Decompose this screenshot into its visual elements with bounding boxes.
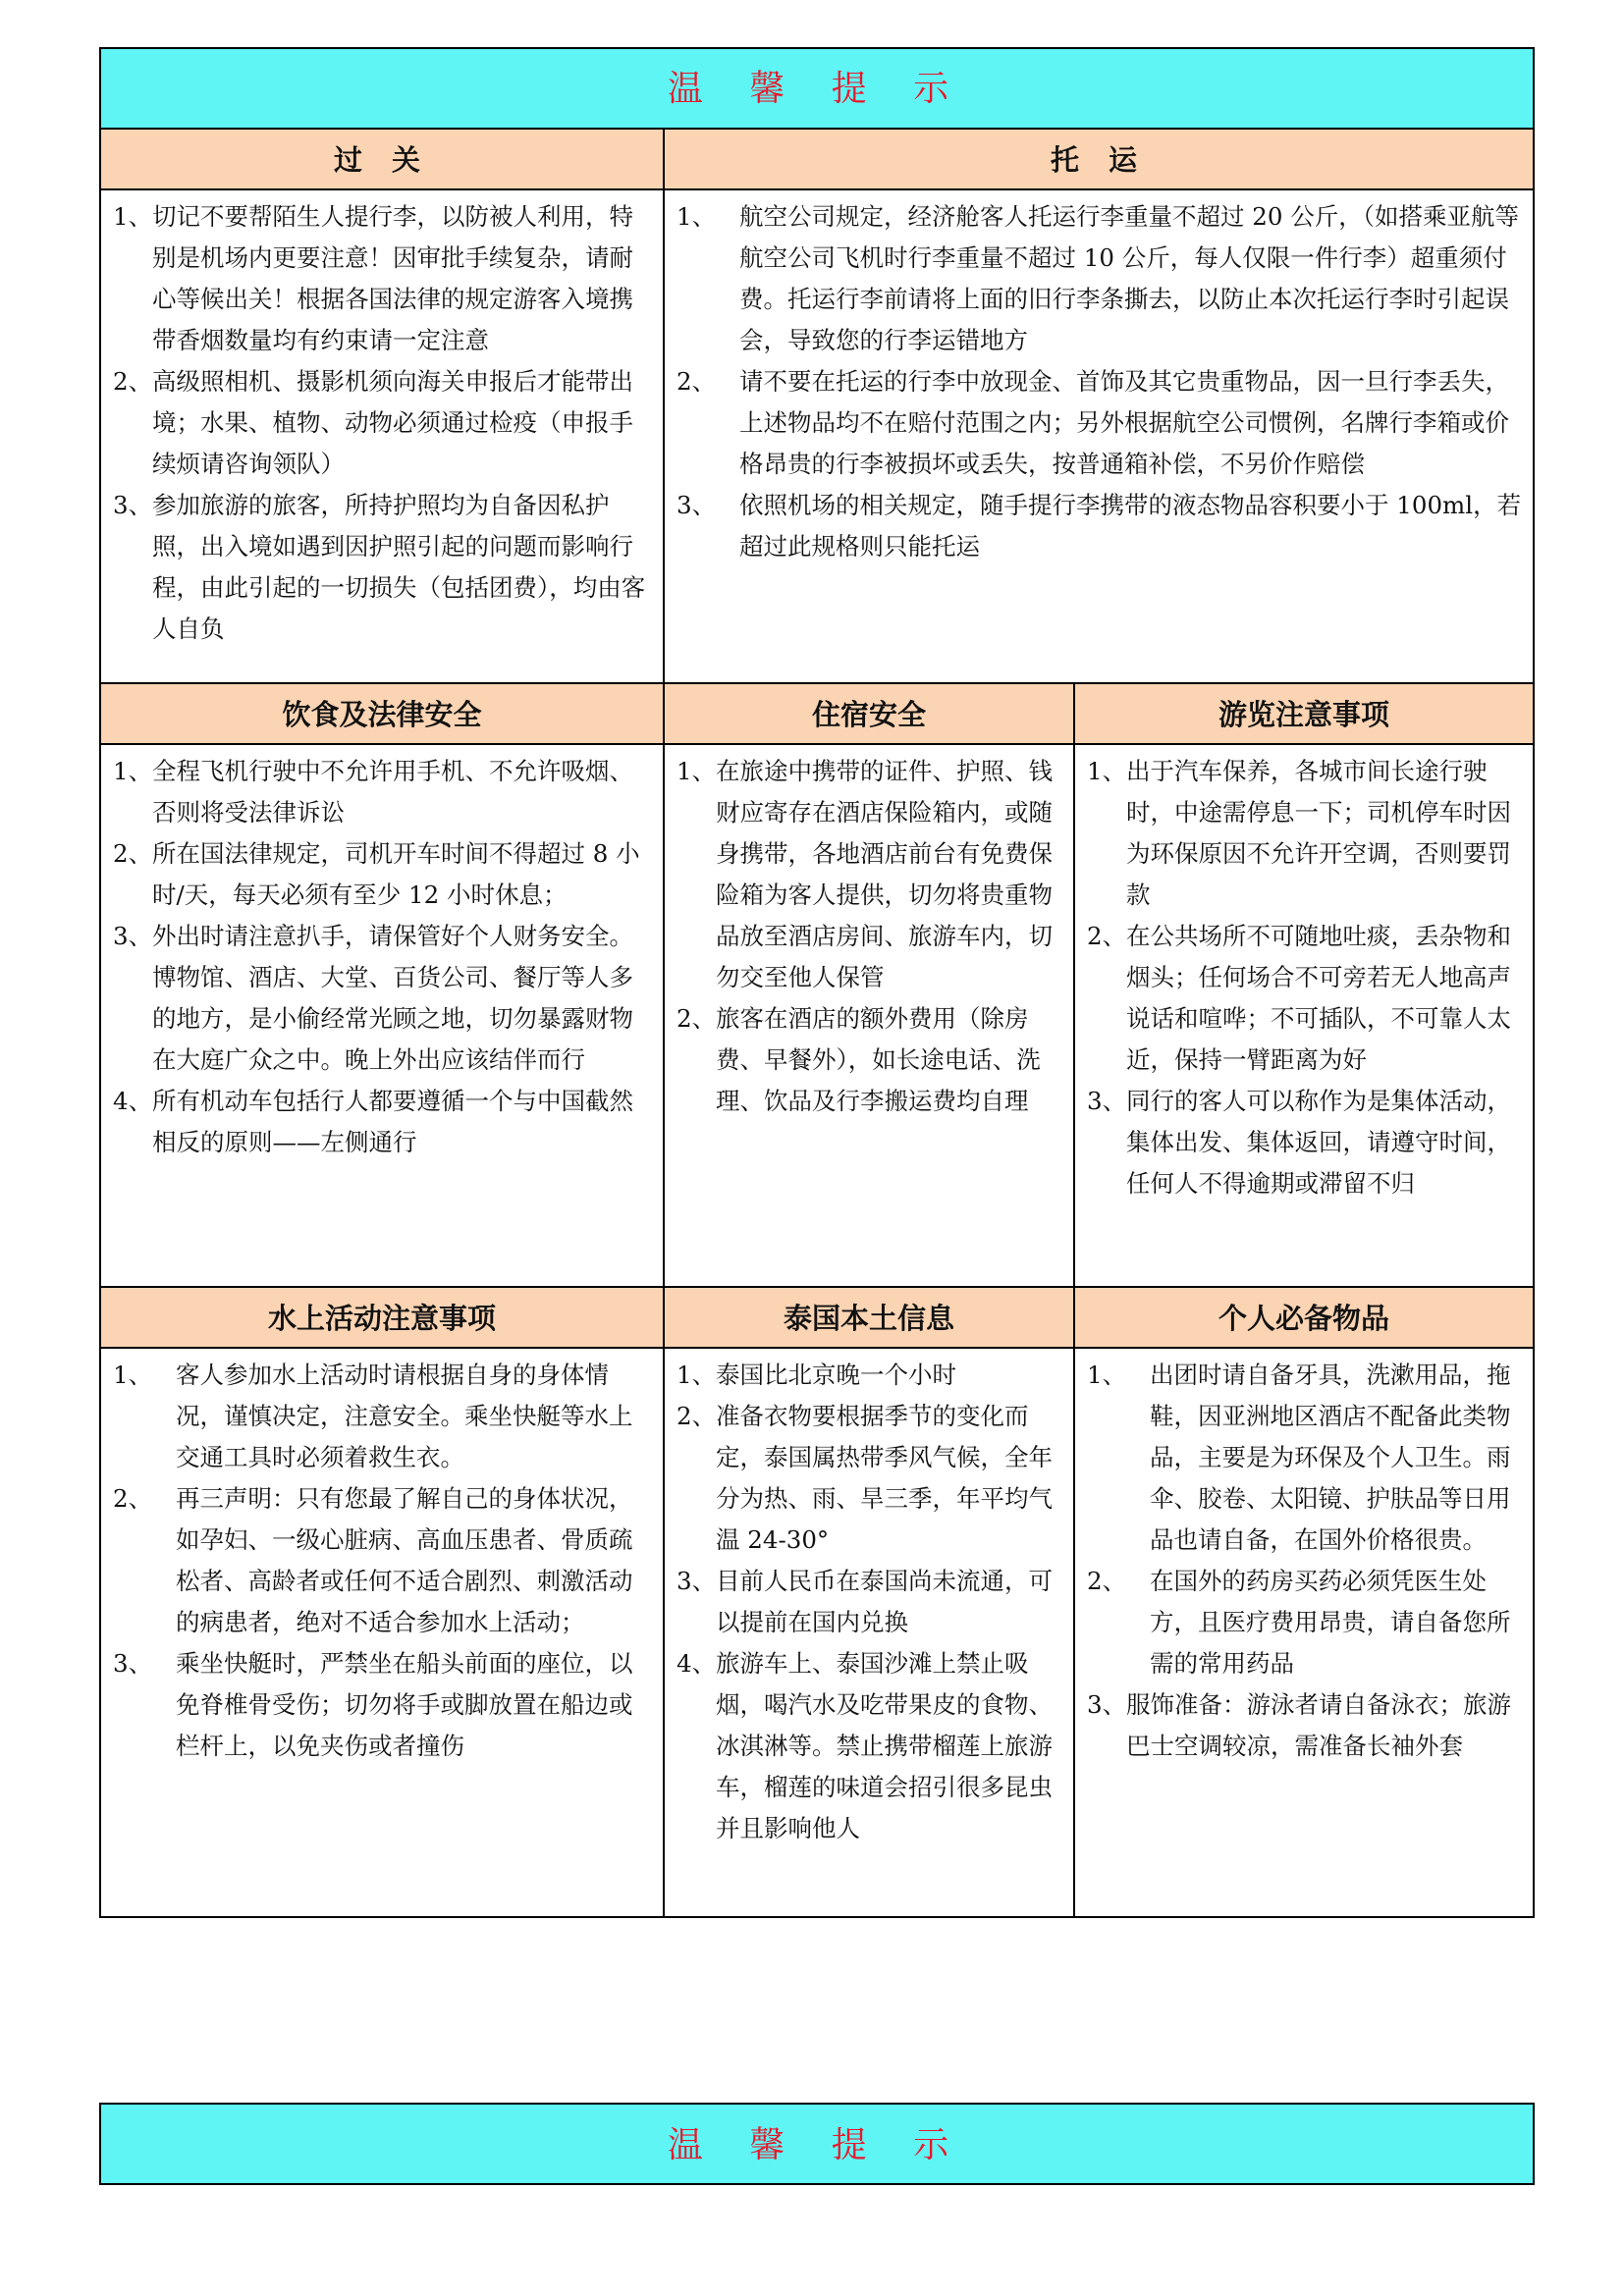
list-item <box>677 196 1523 361</box>
item-text: 同行的客人可以称作为是集体活动，集体出发、集体返回，请遵守时间，任何人不得逾期或滞留不归 <box>1126 1087 1511 1198</box>
section-header: 水上活动注意事项 <box>101 1288 663 1349</box>
item-number: 1、 <box>677 757 717 785</box>
item-text: 旅客在酒店的额外费用（除房费、早餐外），如长途电话、洗理、饮品及行李搬运费均自理 <box>716 1004 1041 1115</box>
section-header: 饮食及法律安全 <box>101 684 663 745</box>
item-number: 1、 <box>1087 1361 1127 1389</box>
section-youlan <box>1075 684 1533 1286</box>
list-item <box>677 1355 1063 1396</box>
item-number: 3、 <box>677 491 717 519</box>
item-number: 3、 <box>677 1567 717 1595</box>
item-text: 乘坐快艇时，严禁坐在船头前面的座位，以免脊椎骨受伤；切勿将手或脚放置在船边或栏杆上，以免夹伤或者撞伤 <box>176 1649 633 1760</box>
item-text: 参加旅游的旅客，所持护照均为自备因私护照，出入境如遇到因护照引起的问题而影响行程，由此引起的一切损失（包括团费），均由客人自负 <box>152 491 646 643</box>
list-item <box>113 833 653 916</box>
item-number: 2、 <box>1087 922 1127 950</box>
item-number: 1、 <box>677 202 717 231</box>
section-body <box>665 1349 1073 1849</box>
item-number: 2、 <box>113 839 153 868</box>
item-text: 旅游车上、泰国沙滩上禁止吸烟，喝汽水及吃带果皮的食物、冰淇淋等。禁止携带榴莲上旅游车，榴莲的味道会招引很多昆虫并且影响他人 <box>716 1649 1053 1842</box>
item-number: 2、 <box>677 367 717 396</box>
list-item <box>677 1396 1063 1561</box>
item-text: 出团时请自备牙具，洗漱用品，拖鞋，因亚洲地区酒店不配备此类物品，主要是为环保及个人卫生。雨伞、胶卷、太阳镜、护肤品等日用品也请自备，在国外价格很贵。 <box>1150 1361 1511 1554</box>
item-number: 1、 <box>113 757 153 785</box>
item-number: 1、 <box>1087 757 1127 785</box>
item-text: 泰国比北京晚一个小时 <box>716 1361 956 1389</box>
section-zhusu <box>665 684 1075 1286</box>
item-number: 3、 <box>1087 1690 1127 1719</box>
item-number: 1、 <box>113 202 153 231</box>
item-text: 服饰准备：游泳者请自备泳衣；旅游巴士空调较凉，需准备长袖外套 <box>1126 1690 1511 1760</box>
item-text: 再三声明：只有您最了解自己的身体状况，如孕妇、一级心脏病、高血压患者、骨质疏松者、高龄者或任何不适合剧烈、刺激活动的病患者，绝对不适合参加水上活动； <box>176 1484 633 1636</box>
section-header: 过 关 <box>101 130 663 190</box>
row-1 <box>101 130 1533 684</box>
section-header: 个人必备物品 <box>1075 1288 1533 1349</box>
item-text: 客人参加水上活动时请根据自身的身体情况，谨慎决定，注意安全。乘坐快艇等水上交通工具时必须着救生衣。 <box>176 1361 633 1471</box>
list-item <box>113 751 653 833</box>
list-item <box>113 1355 653 1478</box>
item-number: 3、 <box>1087 1087 1127 1115</box>
banner-title: 温 馨 提 示 <box>101 49 1533 130</box>
item-number: 4、 <box>113 1087 153 1115</box>
item-text: 请不要在托运的行李中放现金、首饰及其它贵重物品，因一旦行李丢失，上述物品均不在赔付范围之内；另外根据航空公司惯例，名牌行李箱或价格昂贵的行李被损坏或丢失，按普通箱补偿，不另价作赔偿 <box>739 367 1509 478</box>
list-item <box>1087 751 1523 916</box>
item-number: 2、 <box>677 1402 717 1430</box>
section-bibei <box>1075 1288 1533 1916</box>
section-header: 泰国本土信息 <box>665 1288 1073 1349</box>
list-item <box>113 485 653 650</box>
item-text: 目前人民币在泰国尚未流通，可以提前在国内兑换 <box>716 1567 1053 1636</box>
item-text: 所在国法律规定，司机开车时间不得超过 8 小时/天，每天必须有至少 12 小时休息； <box>152 839 640 909</box>
banner-title-bottom: 温 馨 提 示 <box>99 2103 1535 2185</box>
section-body <box>1075 745 1533 1204</box>
list-item <box>113 361 653 485</box>
section-header: 游览注意事项 <box>1075 684 1533 745</box>
item-text: 高级照相机、摄影机须向海关申报后才能带出境；水果、植物、动物必须通过检疫（申报手续烦请咨询领队） <box>152 367 633 478</box>
item-text: 在公共场所不可随地吐痰，丢杂物和烟头；任何场合不可旁若无人地高声说话和喧哗；不可插队，不可靠人太近，保持一臂距离为好 <box>1126 922 1511 1074</box>
section-yinshi <box>101 684 665 1286</box>
item-number: 2、 <box>113 1484 153 1513</box>
item-number: 2、 <box>113 367 153 396</box>
section-taiguo <box>665 1288 1075 1916</box>
item-text: 所有机动车包括行人都要遵循一个与中国截然相反的原则——左侧通行 <box>152 1087 633 1156</box>
section-shuishang <box>101 1288 665 1916</box>
list-item <box>113 196 653 361</box>
list-item <box>677 361 1523 485</box>
list-item <box>113 1478 653 1643</box>
item-text: 准备衣物要根据季节的变化而定，泰国属热带季风气候，全年分为热、雨、旱三季，年平均气温 24-30° <box>716 1402 1053 1554</box>
row-3 <box>101 1288 1533 1916</box>
list-item <box>113 916 653 1081</box>
item-number: 3、 <box>113 1649 153 1678</box>
section-tuoyun <box>665 130 1533 682</box>
section-header: 住宿安全 <box>665 684 1073 745</box>
item-text: 全程飞机行驶中不允许用手机、不允许吸烟、否则将受法律诉讼 <box>152 757 633 827</box>
list-item <box>1087 1081 1523 1204</box>
item-text: 切记不要帮陌生人提行李，以防被人利用，特别是机场内更要注意！因审批手续复杂，请耐心等候出关！根据各国法律的规定游客入境携带香烟数量均有约束请一定注意 <box>152 202 633 354</box>
item-number: 1、 <box>113 1361 153 1389</box>
item-text: 依照机场的相关规定，随手提行李携带的液态物品容积要小于 100ml，若超过此规格则只能托运 <box>739 491 1522 561</box>
section-body <box>101 1349 663 1767</box>
list-item <box>1087 1684 1523 1767</box>
row-2 <box>101 684 1533 1288</box>
list-item <box>1087 1355 1523 1561</box>
list-item <box>113 1643 653 1767</box>
list-item <box>1087 916 1523 1081</box>
section-body <box>101 190 663 650</box>
list-item <box>677 998 1063 1122</box>
section-guoguan <box>101 130 665 682</box>
item-number: 3、 <box>113 922 153 950</box>
item-number: 1、 <box>677 1361 717 1389</box>
list-item <box>677 1561 1063 1643</box>
list-item <box>677 1643 1063 1849</box>
item-text: 在国外的药房买药必须凭医生处方，且医疗费用昂贵，请自备您所需的常用药品 <box>1150 1567 1511 1678</box>
item-text: 出于汽车保养，各城市间长途行驶时，中途需停息一下；司机停车时因为环保原因不允许开空调，否则要罚款 <box>1126 757 1511 909</box>
item-number: 2、 <box>1087 1567 1127 1595</box>
list-item <box>677 485 1523 567</box>
section-body <box>665 190 1533 567</box>
section-body <box>101 745 663 1163</box>
item-number: 3、 <box>113 491 153 519</box>
list-item <box>1087 1561 1523 1684</box>
item-number: 2、 <box>677 1004 717 1033</box>
item-text: 航空公司规定，经济舱客人托运行李重量不超过 20 公斤，（如搭乘亚航等航空公司飞机时行李重量不超过 10 公斤，每人仅限一件行李）超重须付费。托运行李前请将上面的旧行李条撕去，以防止本次托运行李时引起误会，导致您的行李运错地方 <box>739 202 1519 354</box>
list-item <box>113 1081 653 1163</box>
item-text: 外出时请注意扒手，请保管好个人财务安全。博物馆、酒店、大堂、百货公司、餐厅等人多的地方，是小偷经常光顾之地，切勿暴露财物在大庭广众之中。晚上外出应该结伴而行 <box>152 922 633 1074</box>
item-number: 4、 <box>677 1649 717 1678</box>
section-body <box>665 745 1073 1122</box>
item-text: 在旅途中携带的证件、护照、钱财应寄存在酒店保险箱内，或随身携带，各地酒店前台有免费保险箱为客人提供，切勿将贵重物品放至酒店房间、旅游车内，切勿交至他人保管 <box>716 757 1053 991</box>
tips-table <box>99 47 1535 1918</box>
section-body <box>1075 1349 1533 1767</box>
list-item <box>677 751 1063 998</box>
section-header: 托 运 <box>665 130 1533 190</box>
